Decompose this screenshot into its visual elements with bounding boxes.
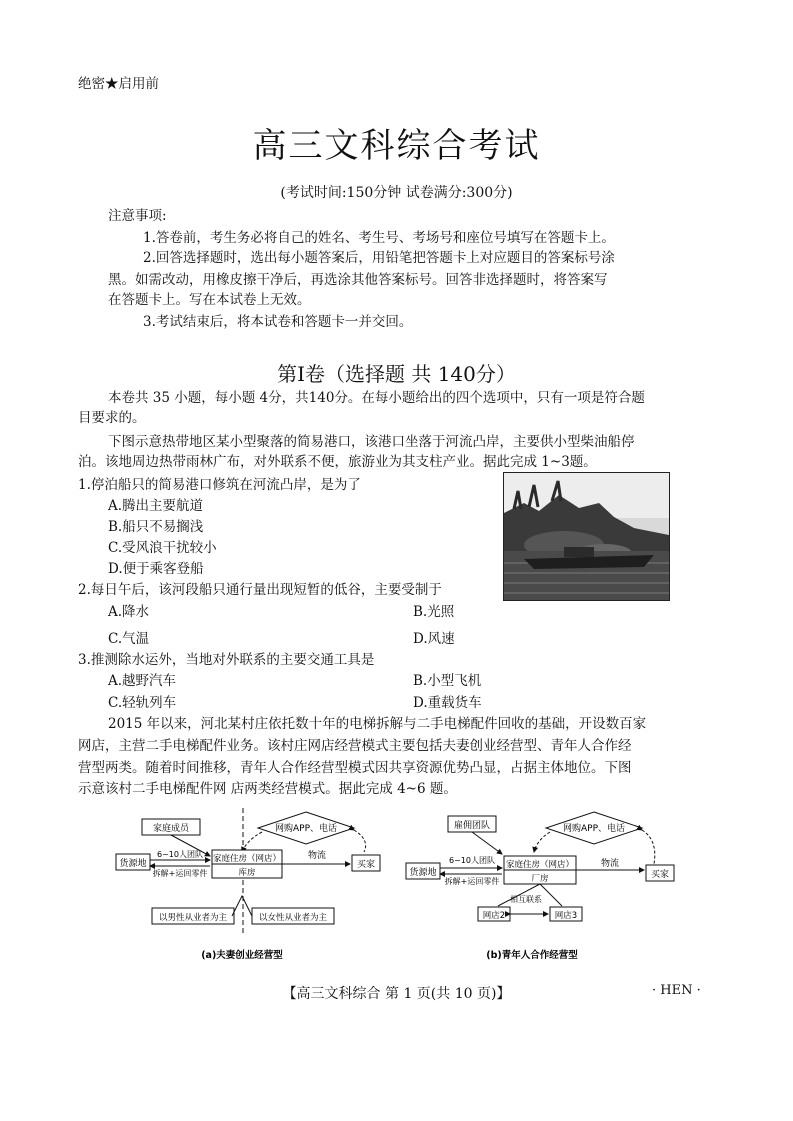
logistics-label: 物流 (307, 851, 327, 861)
online-label: 网购APP、电话 (274, 824, 338, 834)
shop-label: 家庭住房（网店） (505, 860, 575, 870)
page-footer: 【高三文科综合 第 1 页(共 10 页)】 (282, 986, 511, 1002)
note-item: 在答题卡上。写在本试卷上无效。 (108, 292, 311, 308)
diagram-a (112, 808, 387, 968)
question-1-option-b[interactable]: B.船只不易搁浅 (108, 519, 204, 535)
question-2-stem: 2.每日午后，该河段船只通行量出现短暂的低谷，主要受制于 (78, 582, 442, 598)
question-1-option-d[interactable]: D.便于乘客登船 (108, 561, 204, 577)
note-item: 1.答卷前，考生务必将自己的姓名、考生号、考场号和座位号填写在答题卡上。 (143, 230, 615, 246)
question-3-option-c[interactable]: C.轻轨列车 (108, 695, 177, 711)
note-item: 3.考试结束后，将本试卷和答题卡一并交回。 (143, 314, 413, 330)
question-3-option-d[interactable]: D.重载货车 (413, 695, 482, 711)
dismantle-label: 拆解+运回零件 (444, 877, 500, 886)
question-2-option-c[interactable]: C.气温 (108, 631, 150, 647)
female-label: 以女性从业者为主 (258, 913, 328, 923)
team-label: 6~10人团队 (449, 856, 495, 865)
online-label: 网购APP、电话 (562, 824, 626, 834)
notes-heading: 注意事项: (108, 208, 167, 224)
note-item: 2.回答选择题时，选出每小题答案后，用铅笔把答题卡上对应题目的答案标号涂 (143, 250, 615, 266)
section-intro: 本卷共 35 小题，每小题 4分，共140分。在每小题给出的四个选项中，只有一项是符合题 (108, 390, 645, 406)
exam-title: 高三文科综合考试 (252, 126, 541, 166)
question-1-option-a[interactable]: A.腾出主要航道 (108, 498, 204, 514)
question-2-option-d[interactable]: D.风速 (413, 631, 455, 647)
diagram-b (402, 808, 677, 968)
family-label: 家庭成员 (152, 824, 190, 834)
port-photo-illustration (504, 473, 669, 600)
passage-line: 泊。该地周边热带雨林广布，对外联系不便，旅游业为其支柱产业。据此完成 1~3题。 (78, 454, 597, 470)
question-3-option-b[interactable]: B.小型飞机 (413, 673, 482, 689)
passage-line: 网店，主营二手电梯配件业务。该村庄网店经营模式主要包括夫妻创业经营型、青年人合作经 (78, 738, 632, 754)
question-3-option-a[interactable]: A.越野汽车 (108, 673, 177, 689)
buyer-label: 买家 (356, 860, 376, 870)
buyer-label: 买家 (650, 870, 670, 880)
secret-label: 绝密★启用前 (78, 76, 159, 92)
question-2-option-a[interactable]: A.降水 (108, 604, 150, 620)
passage-line: 2015 年以来，河北某村庄依托数十年的电梯拆解与二手电梯配件回收的基础，开设数百家 (108, 716, 647, 732)
passage-line: 营型两类。随着时间推移，青年人合作经营型模式因共享资源优势凸显，占据主体地位。下图 (78, 760, 632, 776)
question-2-option-b[interactable]: B.光照 (413, 604, 455, 620)
section-intro: 目要求的。 (78, 410, 146, 426)
team-label: 6~10人团队 (157, 850, 203, 859)
passage-line: 下图示意热带地区某小型聚落的简易港口，该港口坐落于河流凸岸，主要供小型柴油船停 (108, 434, 635, 450)
section-title: 第Ⅰ卷（选择题 共 140分） (277, 362, 516, 386)
exam-subtitle: (考试时间:150分钟 试卷满分:300分) (280, 185, 513, 201)
source-label: 货源地 (119, 859, 147, 869)
port-photo (503, 472, 670, 601)
hired-label: 雇佣团队 (453, 821, 491, 831)
factory-label: 厂房 (531, 874, 549, 884)
diagram-b-caption: (b)青年人合作经营型 (486, 950, 578, 961)
warehouse-label: 库房 (238, 868, 256, 878)
footer-code: · HEN · (652, 983, 701, 998)
question-1-option-c[interactable]: C.受风浪干扰较小 (108, 540, 217, 556)
question-3-stem: 3.推测除水运外，当地对外联系的主要交通工具是 (78, 652, 375, 668)
passage-line: 示意该村二手电梯配件网 店两类经营模式。据此完成 4~6 题。 (78, 781, 457, 797)
diagram-a-caption: (a)夫妻创业经营型 (201, 950, 283, 961)
shop2-label: 网店2 (482, 911, 506, 921)
logistics-label: 物流 (600, 859, 620, 869)
shop3-label: 网店3 (554, 911, 578, 921)
male-label: 以男性从业者为主 (158, 913, 228, 923)
question-1-stem: 1.停泊船只的简易港口修筑在河流凸岸，是为了 (78, 477, 361, 493)
link-label: 相互联系 (510, 895, 542, 904)
source-label: 货源地 (409, 868, 437, 878)
shop-label: 家庭住房（网店） (212, 854, 282, 864)
dismantle-label: 拆解+运回零件 (152, 869, 208, 878)
note-item: 黑。如需改动，用橡皮擦干净后，再选涂其他答案标号。回答非选择题时，将答案写 (108, 272, 608, 288)
